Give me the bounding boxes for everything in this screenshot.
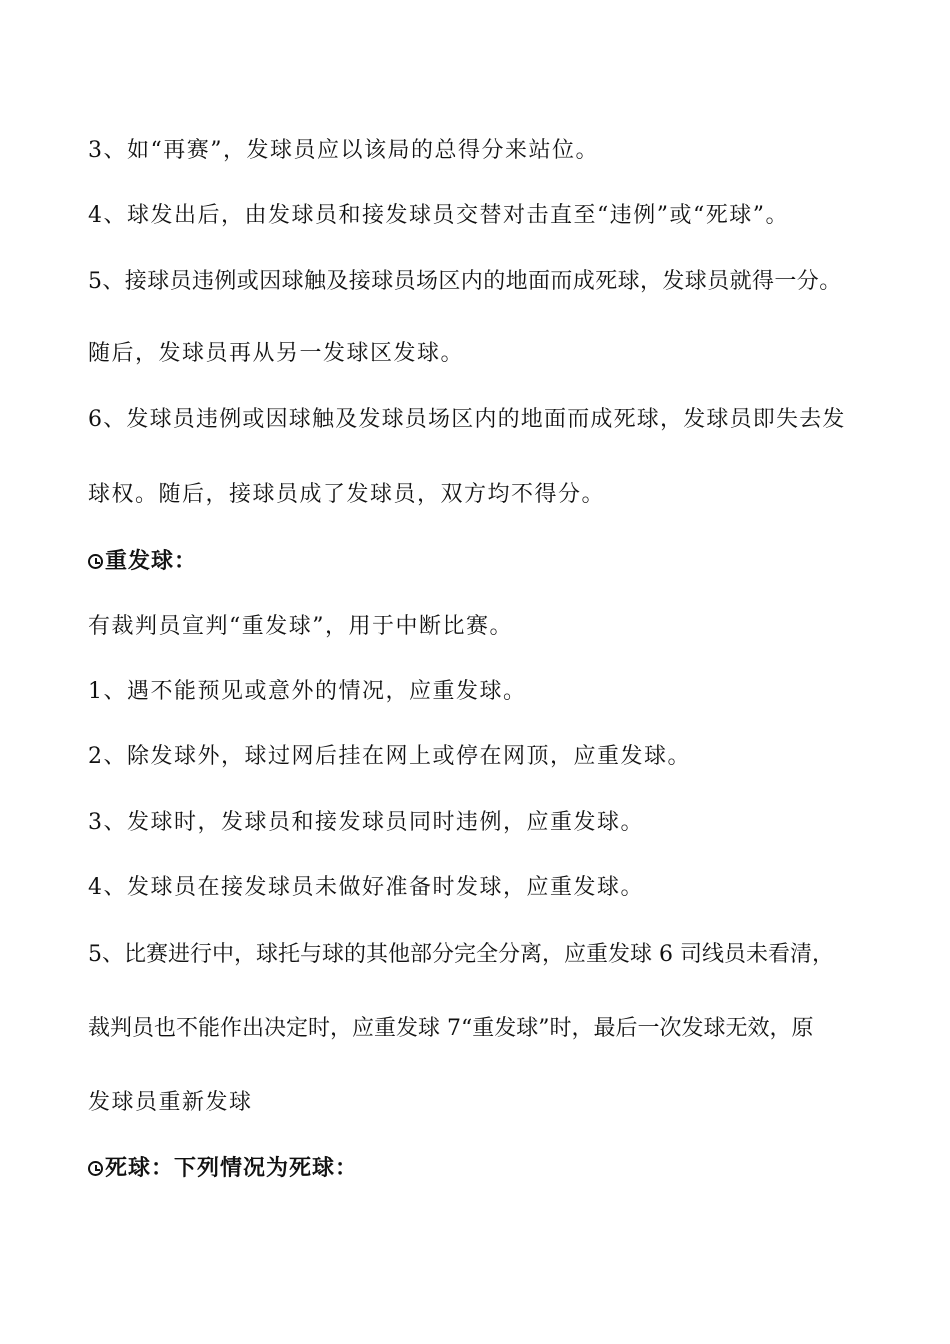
rule-5-continuation: 随后，发球员再从另一发球区发球。 [88, 341, 465, 366]
dead-ball-heading-label: 死球：下列情况为死球： [105, 1155, 359, 1181]
dead-ball-section-heading [88, 1153, 878, 1183]
rule-5-text: 5、接球员违例或因球触及接球员场区内的地面而成死球，发球员就得一分。 [88, 269, 842, 294]
rule-6-continuation: 球权。随后，接球员成了发球员，双方均不得分。 [88, 482, 606, 507]
clock-icon [88, 1161, 103, 1176]
let-rule-5-end: 发球员重新发球 [88, 1090, 253, 1115]
let-rule-3: 3、发球时，发球员和接发球员同时违例，应重发球。 [88, 810, 644, 835]
let-rule-5-continuation: 裁判员也不能作出决定时，应重发球 7“重发球”时，最后一次发球无效，原 [88, 1016, 814, 1041]
rule-3-text: 3、如“再赛”，发球员应以该局的总得分来站位。 [88, 138, 599, 163]
clock-icon [88, 554, 103, 569]
rule-6-text: 6、发球员违例或因球触及发球员场区内的地面而成死球，发球员即失去发 [88, 407, 846, 432]
let-rule-1: 1、遇不能预见或意外的情况，应重发球。 [88, 679, 527, 704]
let-heading-label: 重发球： [105, 548, 198, 574]
let-intro-text: 有裁判员宣判“重发球”，用于中断比赛。 [88, 614, 513, 639]
let-rule-5: 5、比赛进行中，球托与球的其他部分完全分离，应重发球 6 司线员未看清， [88, 942, 834, 967]
let-section-heading [88, 546, 878, 576]
rule-4-text: 4、球发出后，由发球员和接发球员交替对击直至“违例”或“死球”。 [88, 203, 789, 228]
let-rule-2: 2、除发球外，球过网后挂在网上或停在网顶，应重发球。 [88, 744, 691, 769]
let-rule-4: 4、发球员在接发球员未做好准备时发球，应重发球。 [88, 875, 644, 900]
